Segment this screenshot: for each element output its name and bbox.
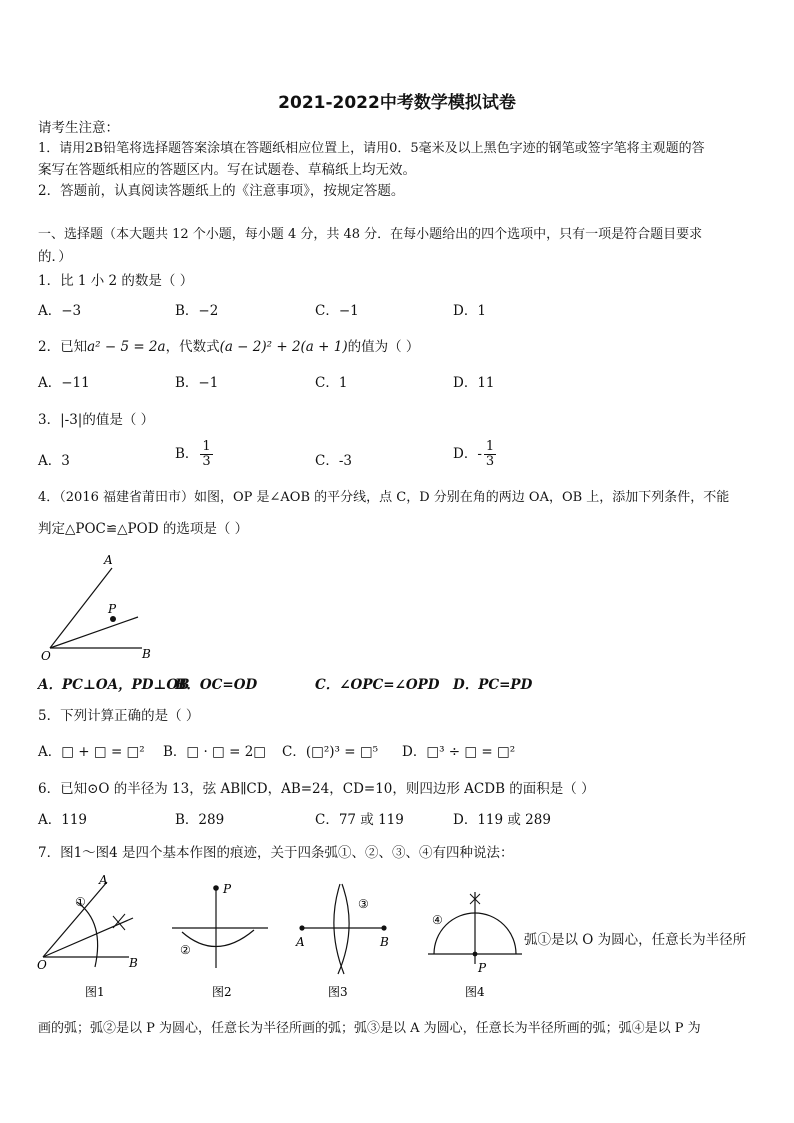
q2-stem-pre: 2．已知 [38,339,88,355]
q2-option-d: D．11 [453,375,495,391]
q6-option-d: D．119 或 289 [453,812,551,828]
q6-option-c: C．77 或 119 [315,812,404,828]
q2-stem [38,338,419,356]
fig2-label-arc: ② [180,943,191,957]
q3-option-d-label: D．- [453,446,482,462]
q4-stem-line-1: 4．（2016 福建省莆田市）如图，OP 是∠AOB 的平分线，点 C，D 分别在角的两边 OA，OB 上，添加下列条件，不能 [38,490,730,505]
q1-option-a: A．−3 [38,303,82,319]
q7-figure-1 [33,872,151,1002]
section-heading-line-1: 一、选择题（本大题共 12 个小题，每小题 4 分，共 48 分．在每小题给出的四个选项中，只有一项是符合题目要求 [38,227,703,242]
q2-stem-post: 的值为（ ） [347,339,420,355]
q7-figure-4 [420,872,530,1002]
q6-option-b: B．289 [175,812,225,828]
q4-ray-oa [50,568,112,648]
page-title: 2021-2022中考数学模拟试卷 [278,93,516,113]
fig4-caption: 图4 [465,985,485,999]
q3-option-b [175,440,215,469]
fig1-label-a: A [99,873,108,887]
q5-option-b: B．□ · □ = 2□ [163,744,267,760]
notice-heading: 请考生注意： [38,120,119,136]
q3-option-d-numerator: 1 [485,439,495,454]
notice-line-2: 案写在答题纸相应的答题区内。写在试题卷、草稿纸上均无效。 [38,162,416,178]
q7-stem: 7．图1～图4 是四个基本作图的痕迹，关于四条弧①、②、③、④有四种说法： [38,845,514,861]
q7-side-text: 弧①是以 O 为圆心，任意长为半径所 [524,932,747,948]
q5-option-c: C．(□²)³ = □⁵ [282,744,379,760]
fig1-caption: 图1 [85,985,105,999]
q2-option-c: C．1 [315,375,348,391]
q4-option-c: C．∠OPC=∠OPD [315,677,440,693]
q4-label-p: P [108,602,117,616]
fig2-point-p [213,885,219,891]
q2-option-b: B．−1 [175,375,219,391]
q1-option-b: B．−2 [175,303,219,319]
q3-option-d-denominator: 3 [485,454,495,469]
q3-option-d [453,440,498,469]
fig4-label-p: P [478,961,487,975]
notice-line-3: 2．答题前，认真阅读答题纸上的《注意事项》，按规定答题。 [38,183,405,199]
section-heading-line-2: 的．） [38,249,72,265]
fig1-cross-b [113,914,125,928]
fig2-arc-2 [182,930,254,947]
fig2-label-p: P [223,882,232,896]
q2-stem-mid: ，代数式 [165,339,220,355]
q4-option-d: D．PC=PD [453,677,533,693]
q1-option-d: D．1 [453,303,486,319]
q7-figure-2 [168,872,276,1002]
q7-figure-3 [292,872,400,1002]
q4-option-a: A．PC⊥OA，PD⊥OB [38,677,190,693]
q3-option-b-label: B． [175,446,199,462]
q6-stem: 6．已知⊙O 的半径为 13，弦 AB∥CD，AB=24，CD=10，则四边形 ACDB 的面积是（ ） [38,781,595,797]
fig1-label-o: O [37,958,47,972]
q2-expression: (a − 2)² + 2(a + 1) [219,339,348,355]
notice-line-1: 1．请用2B铅笔将选择题答案涂填在答题纸相应位置上，请用0．5毫米及以上黑色字迹的钢笔或签字笔将主观题的答 [38,141,705,156]
q3-option-b-numerator: 1 [202,439,211,454]
q2-condition: a² − 5 = 2a [87,339,166,355]
q5-option-a: A．□ + □ = □² [38,744,145,760]
q3-stem: 3．|-3|的值是（ ） [38,412,155,428]
q3-option-b-denominator: 3 [202,454,211,469]
q3-option-d-fraction [484,440,496,469]
q5-stem: 5．下列计算正确的是（ ） [38,708,200,724]
q1-stem: 1．比 1 小 2 的数是（ ） [38,273,194,289]
q4-label-a: A [104,553,113,567]
q4-label-b: B [142,647,151,661]
fig1-label-arc: ① [75,895,86,909]
q7-bottom-text: 画的弧；弧②是以 P 为圆心，任意长为半径所画的弧；弧③是以 A 为圆心，任意长为半径所画的弧；弧④是以 P 为 [38,1021,701,1036]
q3-option-b-fraction [200,440,212,469]
fig4-label-arc: ④ [432,913,443,927]
fig3-point-a [299,925,304,930]
q3-option-a: A．3 [38,453,70,469]
fig4-point-p [473,952,478,957]
q4-angle-figure [38,552,168,664]
fig1-cross-a [113,916,125,930]
fig2-caption: 图2 [212,985,232,999]
fig3-point-b [381,925,386,930]
q4-option-b: B．OC=OD [175,677,258,693]
q3-option-c: C．-3 [315,453,352,469]
q4-label-o: O [41,649,51,663]
q4-bisector-op [50,617,138,648]
fig3-label-b: B [380,935,389,949]
fig3-caption: 图3 [328,985,348,999]
q5-option-d: D．□³ ÷ □ = □² [402,744,516,760]
q6-option-a: A．119 [38,812,88,828]
q2-option-a: A．−11 [38,375,90,391]
fig3-label-arc: ③ [358,897,369,911]
fig3-label-a: A [296,935,305,949]
q4-stem-line-2: 判定△POC≌△POD 的选项是（ ） [38,521,249,537]
fig1-label-b: B [129,956,138,970]
q4-point-p [110,616,116,622]
q1-option-c: C．−1 [315,303,359,319]
